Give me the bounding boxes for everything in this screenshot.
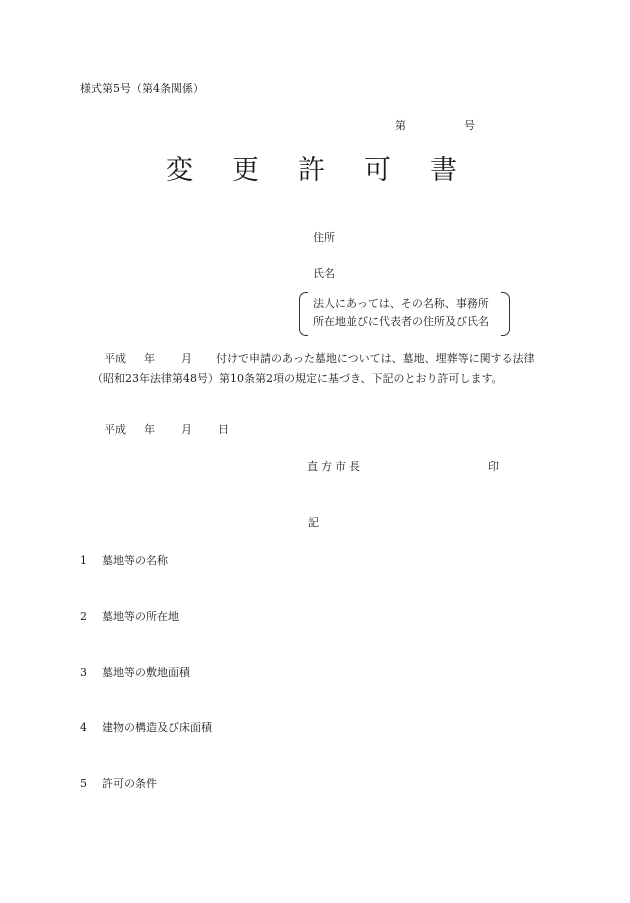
document-number-line: [395, 120, 475, 131]
body-line-1-rest: 付けで申請のあった墓地については、墓地、埋葬等に関する法律: [216, 352, 535, 365]
item-number: 1: [80, 554, 87, 567]
list-item: [80, 555, 168, 566]
body-line-1: [104, 349, 535, 369]
permit-body-text: [92, 349, 535, 389]
date-day: 日: [218, 423, 229, 436]
list-item: [80, 667, 190, 678]
title-char: 書: [430, 155, 457, 186]
issue-date-line: [104, 424, 229, 435]
item-number: 2: [80, 610, 87, 623]
item-number: 5: [80, 777, 87, 790]
item-number: 4: [80, 721, 87, 734]
item-label: 建物の構造及び床面積: [102, 721, 212, 734]
left-bracket: [299, 292, 308, 336]
ki-heading: 記: [308, 516, 319, 529]
item-label: 墓地等の名称: [102, 554, 168, 567]
item-label: 墓地等の敷地面積: [102, 666, 190, 679]
date-month: 月: [181, 423, 192, 436]
number-dai: 第: [395, 119, 406, 132]
title-char: 可: [364, 155, 391, 186]
corporation-note: [299, 292, 510, 336]
number-go: 号: [464, 119, 475, 132]
item-number: 3: [80, 666, 87, 679]
body-month: 月: [181, 352, 192, 365]
name-label: 氏名: [313, 267, 335, 280]
seal-mark: 印: [488, 460, 499, 473]
list-item: [80, 722, 212, 733]
body-year: 年: [144, 352, 155, 365]
title-char: 変: [166, 155, 193, 186]
date-era: 平成: [104, 423, 126, 436]
page-title: [166, 157, 457, 184]
item-label: 許可の条件: [102, 777, 157, 790]
list-item: [80, 778, 157, 789]
list-item: [80, 611, 179, 622]
form-number-label: 様式第5号（第4条関係）: [80, 82, 204, 95]
title-char: 更: [232, 155, 259, 186]
item-label: 墓地等の所在地: [102, 610, 179, 623]
body-line-2: （昭和23年法律第48号）第10条第2項の規定に基づき、下記のとおり許可します。: [92, 372, 503, 385]
address-label: 住所: [313, 231, 335, 244]
title-char: 許: [298, 155, 325, 186]
corp-note-line-1: 法人にあっては、その名称、事務所: [313, 297, 489, 310]
corp-note-line-2: 所在地並びに代表者の住所及び氏名: [313, 315, 489, 328]
date-year: 年: [144, 423, 155, 436]
body-era: 平成: [104, 352, 126, 365]
right-bracket: [501, 292, 510, 336]
issuer-mayor: 直方市長: [307, 460, 363, 473]
